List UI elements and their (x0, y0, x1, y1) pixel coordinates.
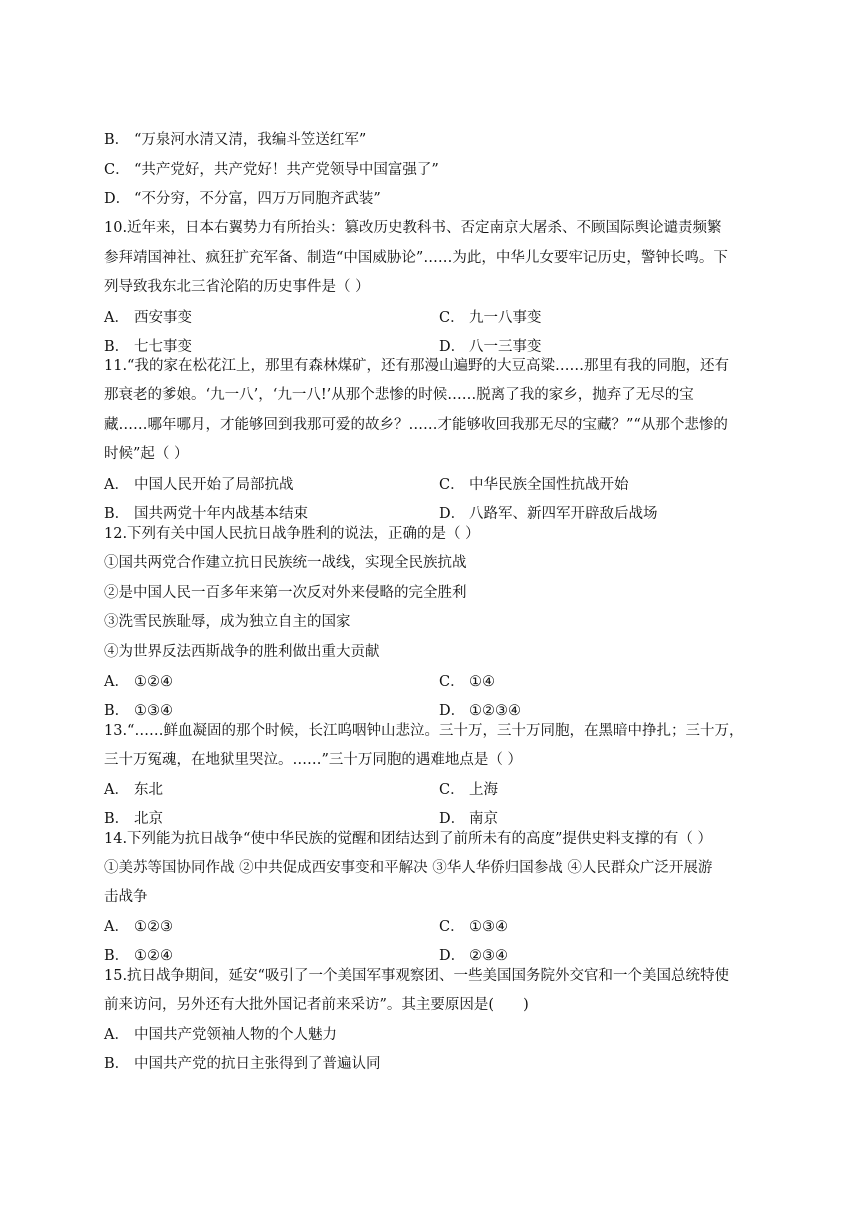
q10-stem-line-2: 参拜靖国神社、疯狂扩充军备、制造“中国威胁论”……为此，中华儿女要牢记历史，警钟长鸣。下 (104, 250, 728, 266)
q13-stem-line-1: 13.“……鲜血凝固的那个时候，长江呜咽钟山悲泣。三十万，三十万同胞，在黑暗中挣扎；三十万， (104, 723, 744, 739)
q13-stem-line-2: 三十万冤魂，在地狱里哭泣。……”三十万同胞的遇难地点是（ ） (104, 752, 523, 768)
option-text: 南京 (469, 811, 498, 827)
option-letter: C． (439, 310, 465, 326)
q13-option-a (104, 781, 163, 799)
q14-option-d (439, 947, 508, 965)
option-letter: B． (104, 506, 130, 522)
option-text: 中国共产党的抗日主张得到了普遍认同 (134, 1056, 381, 1072)
option-letter: D． (439, 703, 466, 719)
option-letter: D． (439, 811, 466, 827)
q14-option-c (439, 918, 508, 936)
option-letter: D． (439, 339, 466, 355)
option-text: 西安事变 (134, 310, 192, 326)
option-text: ①②③④ (469, 703, 521, 719)
q12-option-b (104, 702, 173, 720)
option-letter: C． (439, 477, 465, 493)
q15-stem-line-2: 前来访问，另外还有大批外国记者前来采访”。其主要原因是( ) (104, 997, 529, 1013)
q11-option-b (104, 505, 308, 523)
option-letter: A． (104, 310, 129, 326)
q9-option-b (104, 131, 366, 149)
option-text: ②③④ (469, 948, 508, 964)
q10-stem-line-1: 10.近年来，日本右翼势力有所抬头：篡改历史教科书、否定南京大屠杀、不顾国际舆论谴责频繁 (104, 220, 722, 236)
option-text: ①②③ (134, 919, 173, 935)
option-letter: B． (104, 811, 130, 827)
q10-option-a (104, 309, 192, 327)
option-text: 九一八事变 (469, 310, 542, 326)
option-text: 国共两党十年内战基本结束 (134, 506, 308, 522)
option-letter: C． (439, 674, 465, 690)
option-text: 北京 (134, 811, 163, 827)
q13-option-b (104, 810, 163, 828)
option-letter: B． (104, 339, 130, 355)
option-letter: C． (104, 162, 130, 178)
option-letter: D． (439, 506, 466, 522)
option-text: 中国人民开始了局部抗战 (134, 477, 294, 493)
option-text: “万泉河水清又清，我编斗笠送红军” (134, 132, 367, 148)
q11-stem-line-2: 那衰老的爹娘。‘九一八’，‘九一八!’从那个悲惨的时候……脱离了我的家乡，抛弃了无尽的宝 (104, 387, 694, 403)
option-letter: B． (104, 1056, 130, 1072)
q12-option-d (439, 702, 521, 720)
option-text: ①②④ (134, 674, 173, 690)
option-text: ①③④ (134, 703, 173, 719)
q10-option-d (439, 338, 542, 356)
q12-option-c (439, 673, 495, 691)
q14-option-a (104, 918, 173, 936)
option-text: ①②④ (134, 948, 173, 964)
q11-stem-line-1: 11.“我的家在松花江上，那里有森林煤矿，还有那漫山遍野的大豆高粱……那里有我的同胞，还有 (104, 358, 729, 374)
q12-statement-1: ①国共两党合作建立抗日民族统一战线，实现全民族抗战 (104, 555, 467, 571)
q11-option-a (104, 476, 294, 494)
option-text: ①③④ (469, 919, 508, 935)
option-text: “不分穷，不分富，四万万同胞齐武装” (134, 191, 381, 207)
q11-stem-line-4: 时候”起（ ） (104, 446, 189, 462)
q12-statement-3: ③洗雪民族耻辱，成为独立自主的国家 (104, 614, 351, 630)
option-text: 中国共产党领袖人物的个人魅力 (134, 1027, 337, 1043)
q12-statement-4: ④为世界反法西斯战争的胜利做出重大贡献 (104, 644, 380, 660)
option-letter: D． (439, 948, 466, 964)
q9-option-d (104, 190, 381, 208)
option-letter: A． (104, 477, 129, 493)
q14-statements-line-1: ①美苏等国协同作战 ②中共促成西安事变和平解决 ③华人华侨归国参战 ④人民群众广泛开展游 (104, 860, 713, 876)
q11-option-c (439, 476, 629, 494)
q9-option-c (104, 161, 439, 179)
option-text: 七七事变 (134, 339, 192, 355)
option-letter: B． (104, 948, 130, 964)
option-text: 中华民族全国性抗战开始 (469, 477, 629, 493)
q11-stem-line-3: 藏……哪年哪月，才能够回到我那可爱的故乡？……才能够收回我那无尽的宝藏？”“从那个悲惨的 (104, 417, 728, 433)
option-letter: A． (104, 1027, 129, 1043)
q14-option-b (104, 947, 173, 965)
q12-statement-2: ②是中国人民一百多年来第一次反对外来侵略的完全胜利 (104, 585, 467, 601)
option-text: 东北 (134, 782, 163, 798)
q13-option-c (439, 781, 498, 799)
option-letter: D． (104, 191, 131, 207)
option-text: 上海 (469, 782, 498, 798)
q15-option-a (104, 1026, 337, 1044)
option-letter: B． (104, 132, 130, 148)
q15-option-b (104, 1055, 381, 1073)
option-text: ①④ (469, 674, 495, 690)
q14-statements-line-2: 击战争 (104, 889, 148, 905)
option-letter: C． (439, 782, 465, 798)
q12-stem: 12.下列有关中国人民抗日战争胜利的说法，正确的是（ ） (104, 526, 480, 542)
option-text: “共产党好，共产党好！共产党领导中国富强了” (134, 162, 439, 178)
q13-option-d (439, 810, 498, 828)
q10-option-c (439, 309, 542, 327)
option-letter: B． (104, 703, 130, 719)
option-letter: A． (104, 782, 129, 798)
option-letter: A． (104, 674, 129, 690)
q15-stem-line-1: 15.抗日战争期间，延安“吸引了一个美国军事观察团、一些美国国务院外交官和一个美国总统特使 (104, 968, 729, 984)
option-letter: A． (104, 919, 129, 935)
q11-option-d (439, 505, 658, 523)
q10-option-b (104, 338, 192, 356)
q14-stem: 14.下列能为抗日战争“使中华民族的觉醒和团结达到了前所未有的高度”提供史料支撑的有（ ） (104, 831, 712, 847)
option-letter: C． (439, 919, 465, 935)
option-text: 八路军、新四军开辟敌后战场 (469, 506, 658, 522)
q12-option-a (104, 673, 173, 691)
option-text: 八一三事变 (469, 339, 542, 355)
q10-stem-line-3: 列导致我东北三省沦陷的历史事件是（ ） (104, 279, 370, 295)
